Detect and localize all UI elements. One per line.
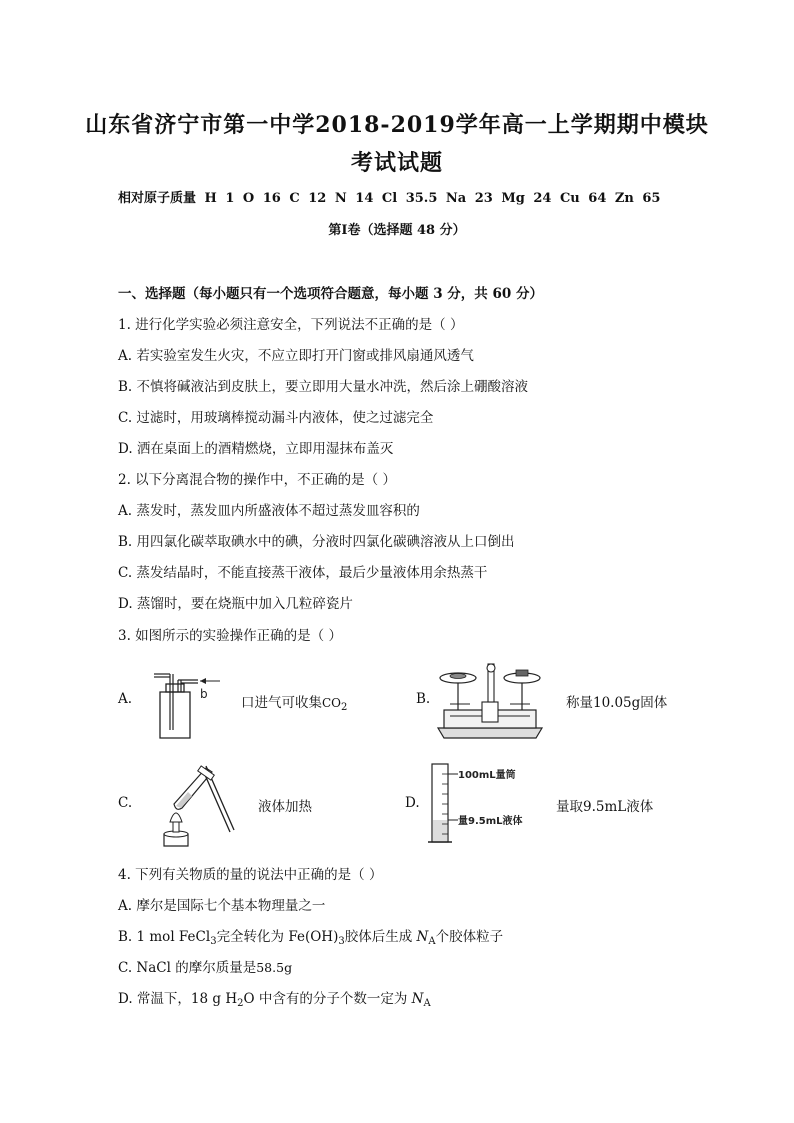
page-title-line1: 山东省济宁市第一中学2018-2019学年高一上学期期中模块: [85, 112, 709, 138]
q3-option-d-letter: D.: [405, 795, 420, 811]
q4-d-pre: D. 常温下，18 g H: [118, 991, 238, 1007]
q4-d-sub: 2: [237, 998, 244, 1009]
q3-a-co-sub: 2: [341, 702, 348, 713]
cylinder-label-capacity: 100mL量筒: [458, 770, 516, 781]
q2-stem: 2. 以下分离混合物的操作中，不正确的是（ ）: [118, 472, 396, 488]
q4-stem: 4. 下列有关物质的量的说法中正确的是（ ）: [118, 867, 383, 883]
gas-bottle-label-b: b: [200, 687, 208, 701]
balance-scale-figure: [430, 658, 550, 740]
q1-option-c: C. 过滤时，用玻璃棒搅动漏斗内液体，使之过滤完全: [118, 410, 434, 426]
q3-option-c-caption: 液体加热: [258, 799, 312, 815]
q4-b-mid: 完全转化为 Fe(OH): [216, 929, 339, 945]
q1-option-d: D. 洒在桌面上的酒精燃烧，立即用湿抹布盖灭: [118, 441, 394, 457]
q4-c-pre: C. NaCl 的摩尔质量是: [118, 960, 257, 976]
q1-option-b: B. 不慎将碱液沾到皮肤上，要立即用大量水冲洗，然后涂上硼酸溶液: [118, 379, 529, 395]
cylinder-label-volume: 量9.5mL液体: [458, 816, 523, 827]
q3-a-caption-text: 口进气可收集: [241, 695, 322, 711]
gas-wash-bottle-figure: [148, 670, 228, 742]
q3-option-d-caption: 量取9.5mL液体: [556, 799, 654, 815]
q4-b-sub1: 3: [210, 936, 217, 947]
q4-d-mid: O 中含有的分子个数一定为: [243, 991, 412, 1007]
atomic-masses: 相对原子质量 H 1 O 16 C 12 N 14 Cl 35.5 Na 23 Mg 24 Cu 64 Zn 65: [118, 191, 661, 206]
q3-a-co: CO: [322, 696, 342, 710]
q4-b-mid2: 胶体后生成: [344, 929, 417, 945]
volume-heading: 第Ⅰ卷（选择题 48 分）: [328, 223, 466, 238]
q4-b-post: 个胶体粒子: [435, 929, 504, 945]
q4-b-avogadro-sub: A: [428, 936, 436, 947]
q1-stem: 1. 进行化学实验必须注意安全，下列说法不正确的是（ ）: [118, 317, 464, 333]
q4-option-b: [118, 925, 503, 947]
heating-test-tube-figure: [148, 760, 258, 852]
q3-option-b-caption: 称量10.05g固体: [566, 695, 668, 711]
q2-option-a: A. 蒸发时，蒸发皿内所盛液体不超过蒸发皿容积的: [118, 503, 420, 519]
q3-option-b-letter: B.: [416, 691, 431, 707]
q4-option-d: [118, 987, 431, 1009]
q4-option-c: [118, 956, 292, 976]
q3-option-a-letter: A.: [118, 691, 133, 707]
q4-b-avogadro: N: [416, 929, 429, 945]
section-heading: 一、选择题（每小题只有一个选项符合题意，每小题 3 分，共 60 分）: [118, 286, 543, 302]
q1-option-a: A. 若实验室发生火灾，不应立即打开门窗或排风扇通风透气: [118, 348, 474, 364]
q4-b-pre: B. 1 mol FeCl: [118, 929, 211, 945]
q2-option-c: C. 蒸发结晶时，不能直接蒸干液体，最后少量液体用余热蒸干: [118, 565, 488, 581]
q2-option-d: D. 蒸馏时，要在烧瓶中加入几粒碎瓷片: [118, 596, 353, 612]
q4-c-val: 58.5g: [256, 960, 293, 975]
q3-option-a-caption: [241, 691, 347, 713]
q4-d-avogadro: N: [411, 991, 424, 1007]
q4-d-avogadro-sub: A: [423, 998, 431, 1009]
q4-b-sub2: 3: [338, 936, 345, 947]
q3-stem: 3. 如图所示的实验操作正确的是（ ）: [118, 628, 342, 644]
q4-option-a: A. 摩尔是国际七个基本物理量之一: [118, 898, 326, 914]
q2-option-b: B. 用四氯化碳萃取碘水中的碘，分液时四氯化碳碘溶液从上口倒出: [118, 534, 515, 550]
page-title-line2: 考试试题: [350, 150, 443, 176]
graduated-cylinder-figure: [426, 760, 546, 846]
q3-option-c-letter: C.: [118, 795, 133, 811]
